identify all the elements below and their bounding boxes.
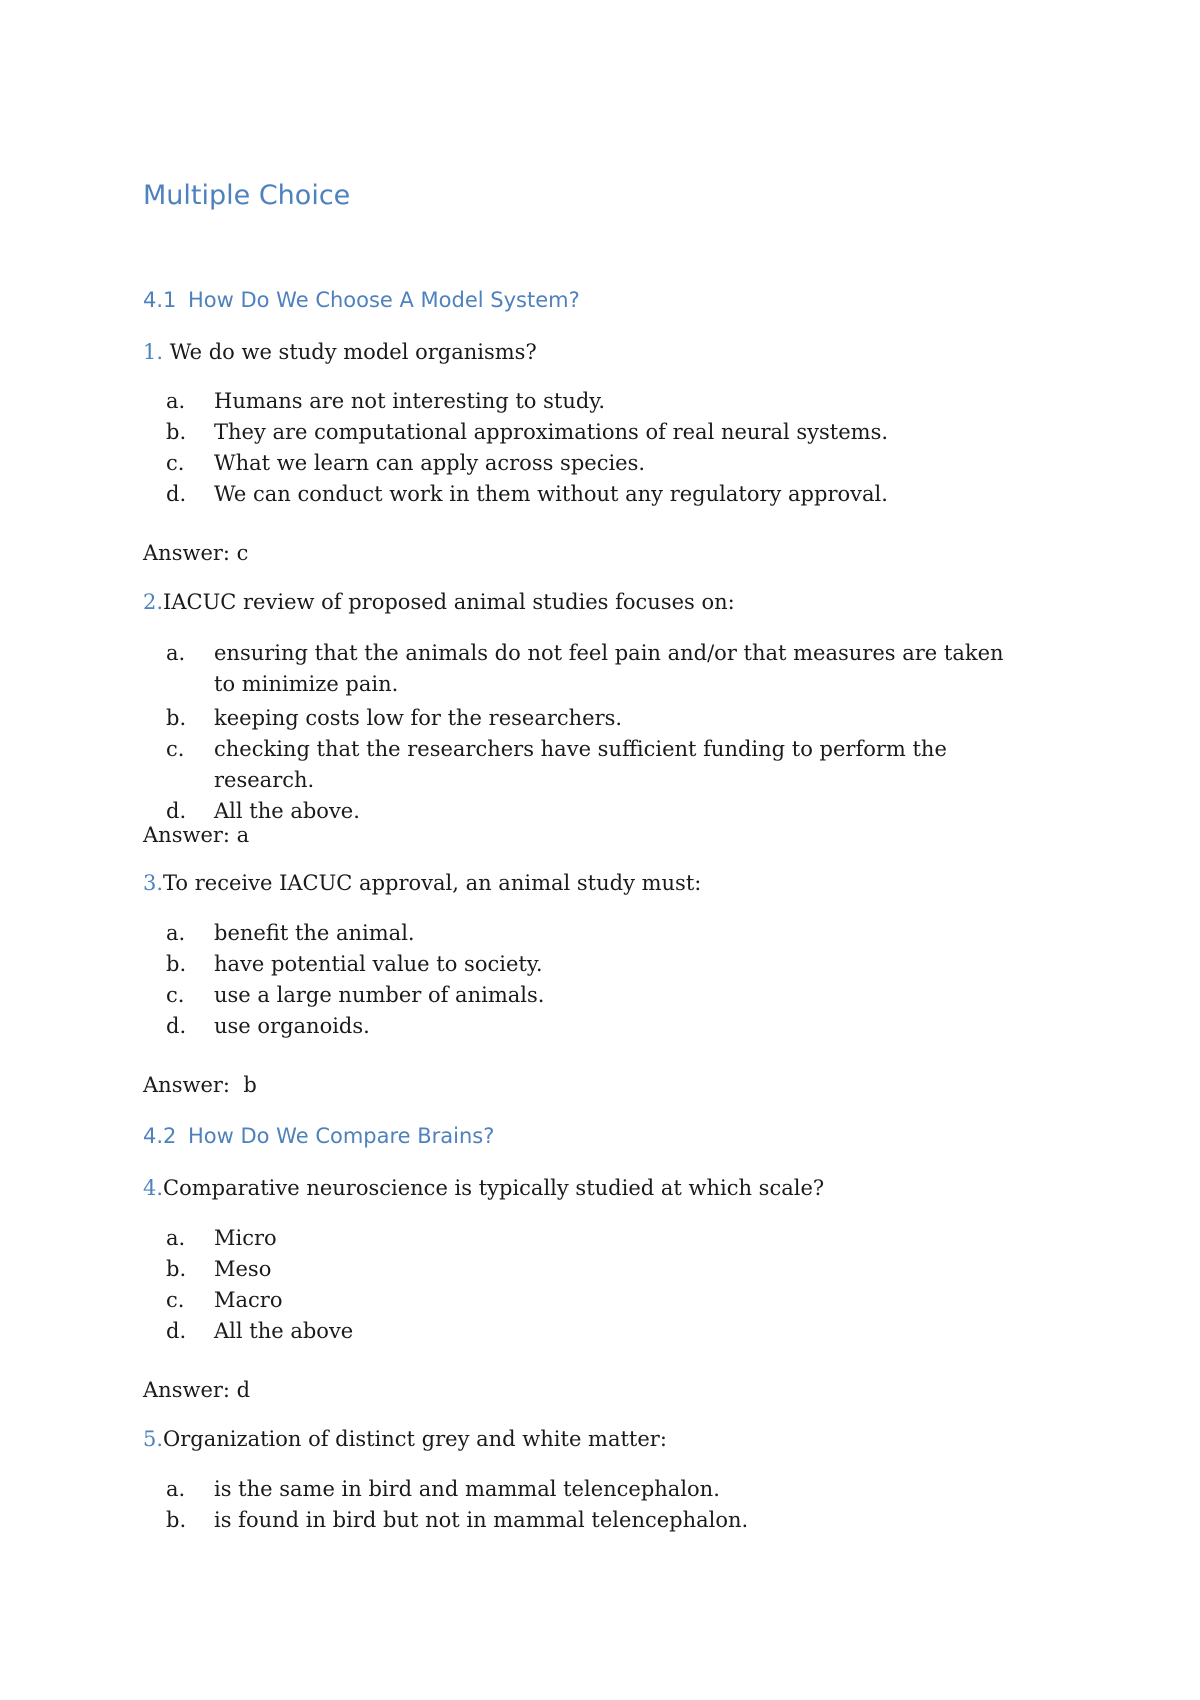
option-item bbox=[166, 1011, 1026, 1042]
option-letter: d. bbox=[166, 799, 187, 823]
question bbox=[143, 337, 537, 367]
option-text: All the above bbox=[214, 1319, 354, 1343]
option-item bbox=[166, 1254, 1026, 1285]
option-letter: d. bbox=[166, 1319, 187, 1343]
option-item bbox=[166, 479, 1026, 510]
option-letter: c. bbox=[166, 1288, 185, 1312]
question-number: 1. bbox=[143, 340, 164, 364]
question-text: Comparative neuroscience is typically studied at which scale? bbox=[163, 1176, 825, 1200]
option-item bbox=[166, 638, 1026, 700]
option-item bbox=[166, 796, 1026, 827]
option-list bbox=[166, 638, 1026, 827]
option-text: They are computational approximations of real neural systems. bbox=[214, 420, 889, 444]
option-list bbox=[166, 386, 1026, 510]
question bbox=[143, 1424, 667, 1454]
answer-line: Answer: c bbox=[143, 541, 249, 565]
question-number: 4. bbox=[143, 1176, 164, 1200]
option-list bbox=[166, 1474, 1026, 1536]
option-item bbox=[166, 1505, 1026, 1536]
option-letter: a. bbox=[166, 641, 186, 665]
question-number: 5. bbox=[143, 1427, 164, 1451]
option-letter: a. bbox=[166, 1226, 186, 1250]
option-text: checking that the researchers have sufficient funding to perform the research. bbox=[214, 737, 947, 792]
option-item bbox=[166, 1223, 1026, 1254]
option-text: Humans are not interesting to study. bbox=[214, 389, 606, 413]
option-item bbox=[166, 980, 1026, 1011]
option-text: Meso bbox=[214, 1257, 272, 1281]
section-title: How Do We Compare Brains? bbox=[188, 1124, 495, 1148]
option-letter: c. bbox=[166, 451, 185, 475]
option-letter: b. bbox=[166, 1257, 187, 1281]
option-item bbox=[166, 1474, 1026, 1505]
question bbox=[143, 868, 701, 898]
section-heading bbox=[143, 1121, 494, 1151]
option-letter: c. bbox=[166, 983, 185, 1007]
option-item bbox=[166, 734, 1026, 796]
option-text: benefit the animal. bbox=[214, 921, 415, 945]
option-letter: b. bbox=[166, 420, 187, 444]
option-item bbox=[166, 949, 1026, 980]
option-text: Micro bbox=[214, 1226, 277, 1250]
section-heading bbox=[143, 285, 580, 315]
question-text: IACUC review of proposed animal studies focuses on: bbox=[163, 590, 735, 614]
option-item bbox=[166, 1285, 1026, 1316]
option-text: ensuring that the animals do not feel pain and/or that measures are taken to minimize pain. bbox=[214, 641, 1004, 696]
option-letter: a. bbox=[166, 389, 186, 413]
question-text: Organization of distinct grey and white matter: bbox=[163, 1427, 667, 1451]
option-letter: d. bbox=[166, 482, 187, 506]
option-text: What we learn can apply across species. bbox=[214, 451, 646, 475]
option-text: have potential value to society. bbox=[214, 952, 543, 976]
question bbox=[143, 1173, 824, 1203]
option-letter: b. bbox=[166, 1508, 187, 1532]
option-list bbox=[166, 918, 1026, 1042]
question bbox=[143, 587, 735, 617]
section-title: How Do We Choose A Model System? bbox=[188, 288, 580, 312]
option-text: We can conduct work in them without any regulatory approval. bbox=[214, 482, 888, 506]
option-letter: a. bbox=[166, 1477, 186, 1501]
answer-line: Answer: a bbox=[143, 823, 250, 847]
option-item bbox=[166, 417, 1026, 448]
option-item bbox=[166, 448, 1026, 479]
question-text: To receive IACUC approval, an animal study must: bbox=[163, 871, 702, 895]
option-list bbox=[166, 1223, 1026, 1347]
option-text: use organoids. bbox=[214, 1014, 370, 1038]
option-letter: b. bbox=[166, 706, 187, 730]
option-letter: d. bbox=[166, 1014, 187, 1038]
option-text: is the same in bird and mammal telencephalon. bbox=[214, 1477, 720, 1501]
option-text: All the above. bbox=[214, 799, 360, 823]
option-item bbox=[166, 386, 1026, 417]
option-item bbox=[166, 918, 1026, 949]
option-text: Macro bbox=[214, 1288, 283, 1312]
option-text: is found in bird but not in mammal telencephalon. bbox=[214, 1508, 749, 1532]
answer-line: Answer: d bbox=[143, 1378, 251, 1402]
option-letter: c. bbox=[166, 737, 185, 761]
page-title: Multiple Choice bbox=[143, 180, 351, 211]
option-text: keeping costs low for the researchers. bbox=[214, 706, 623, 730]
section-number: 4.1 bbox=[143, 288, 177, 312]
question-text: We do we study model organisms? bbox=[169, 340, 537, 364]
section-number: 4.2 bbox=[143, 1124, 177, 1148]
question-number: 2. bbox=[143, 590, 164, 614]
option-item bbox=[166, 1316, 1026, 1347]
question-number: 3. bbox=[143, 871, 164, 895]
option-item bbox=[166, 703, 1026, 734]
option-letter: a. bbox=[166, 921, 186, 945]
option-text: use a large number of animals. bbox=[214, 983, 545, 1007]
answer-line: Answer: b bbox=[143, 1073, 257, 1097]
option-letter: b. bbox=[166, 952, 187, 976]
